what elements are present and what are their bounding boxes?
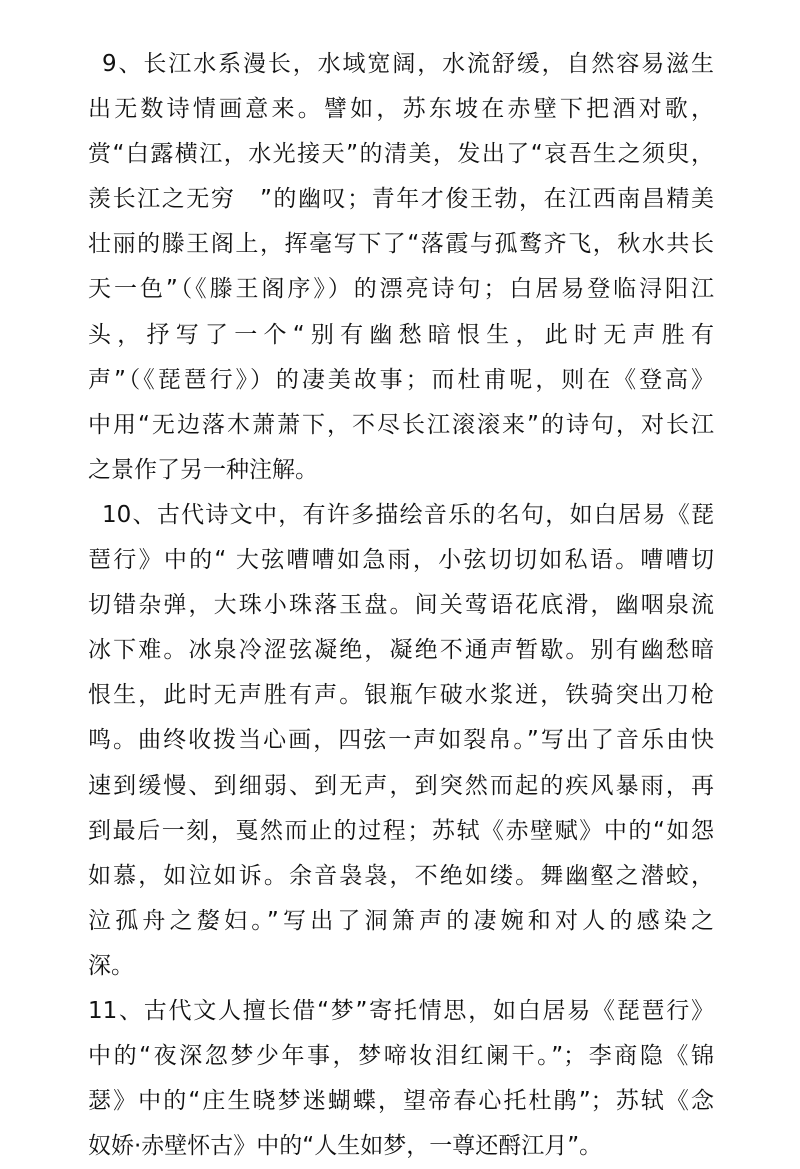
text-line: 天一色”（《滕王阁序》）的漂亮诗句；白居易登临浔阳江 [88, 276, 714, 303]
text-line: 之景作了另一种注解。 [88, 456, 318, 483]
text-line: 速到缓慢、到细弱、到无声，到突然而起的疾风暴雨，再 [88, 772, 714, 799]
text-line: 赏“白露横江，水光接天”的清美，发出了“哀吾生之须臾， [88, 141, 714, 168]
text-line: 如慕，如泣如诉。余音袅袅，不绝如缕。舞幽壑之潜蛟， [88, 862, 714, 889]
text-line: 中用“无边落木萧萧下，不尽长江滚滚来”的诗句，对长江 [88, 411, 714, 438]
text-line: 9、长江水系漫长，水域宽阔，水流舒缓，自然容易滋生 [102, 51, 714, 77]
text-line: 头，抒写了一个“别有幽愁暗恨生，此时无声胜有 [88, 321, 714, 348]
text-line: 琶行》中的“ 大弦嘈嘈如急雨，小弦切切如私语。嘈嘈切 [88, 547, 714, 574]
text-line: 奴娇·赤壁怀古》中的“人生如梦，一尊还酹江月”。 [88, 1133, 603, 1160]
paragraph-9 [88, 42, 714, 493]
text-line: 到最后一刻，戛然而止的过程；苏轼《赤壁赋》中的“如怨 [88, 817, 714, 844]
text-line: 出无数诗情画意来。譬如，苏东坡在赤壁下把酒对歌， [88, 96, 714, 123]
text-line: 中的“夜深忽梦少年事，梦啼妆泪红阑干。”；李商隐《锦 [88, 1043, 714, 1070]
text-line: 羡长江之无穷 ”的幽叹；青年才俊王勃，在江西南昌精美 [88, 186, 714, 213]
text-line: 切错杂弹，大珠小珠落玉盘。间关莺语花底滑，幽咽泉流 [88, 592, 714, 619]
text-line: 10、古代诗文中，有许多描绘音乐的名句，如白居易《琵 [102, 501, 714, 528]
paragraph-10 [88, 493, 714, 989]
text-line: 鸣。曲终收拨当心画，四弦一声如裂帛。”写出了音乐由快 [88, 727, 714, 754]
text-line: 瑟》中的“庄生晓梦迷蝴蝶，望帝春心托杜鹃”；苏轼《念 [88, 1088, 714, 1115]
text-line: 11、古代文人擅长借“梦”寄托情思，如白居易《琵琶行》 [88, 997, 714, 1024]
text-line: 恨生，此时无声胜有声。银瓶乍破水浆迸，铁骑突出刀枪 [88, 682, 714, 709]
paragraph-11 [88, 989, 714, 1169]
text-line: 壮丽的滕王阁上，挥毫写下了“落霞与孤鹜齐飞，秋水共长 [88, 231, 714, 258]
document-page [88, 42, 714, 1169]
text-line: 深。 [88, 952, 134, 979]
text-line: 泣孤舟之嫠妇。”写出了洞箫声的凄婉和对人的感染之 [88, 907, 714, 934]
text-line: 声”（《琵琶行》）的凄美故事；而杜甫呢，则在《登高》 [88, 366, 714, 393]
text-line: 冰下难。冰泉冷涩弦凝绝，凝绝不通声暂歇。别有幽愁暗 [88, 637, 714, 664]
